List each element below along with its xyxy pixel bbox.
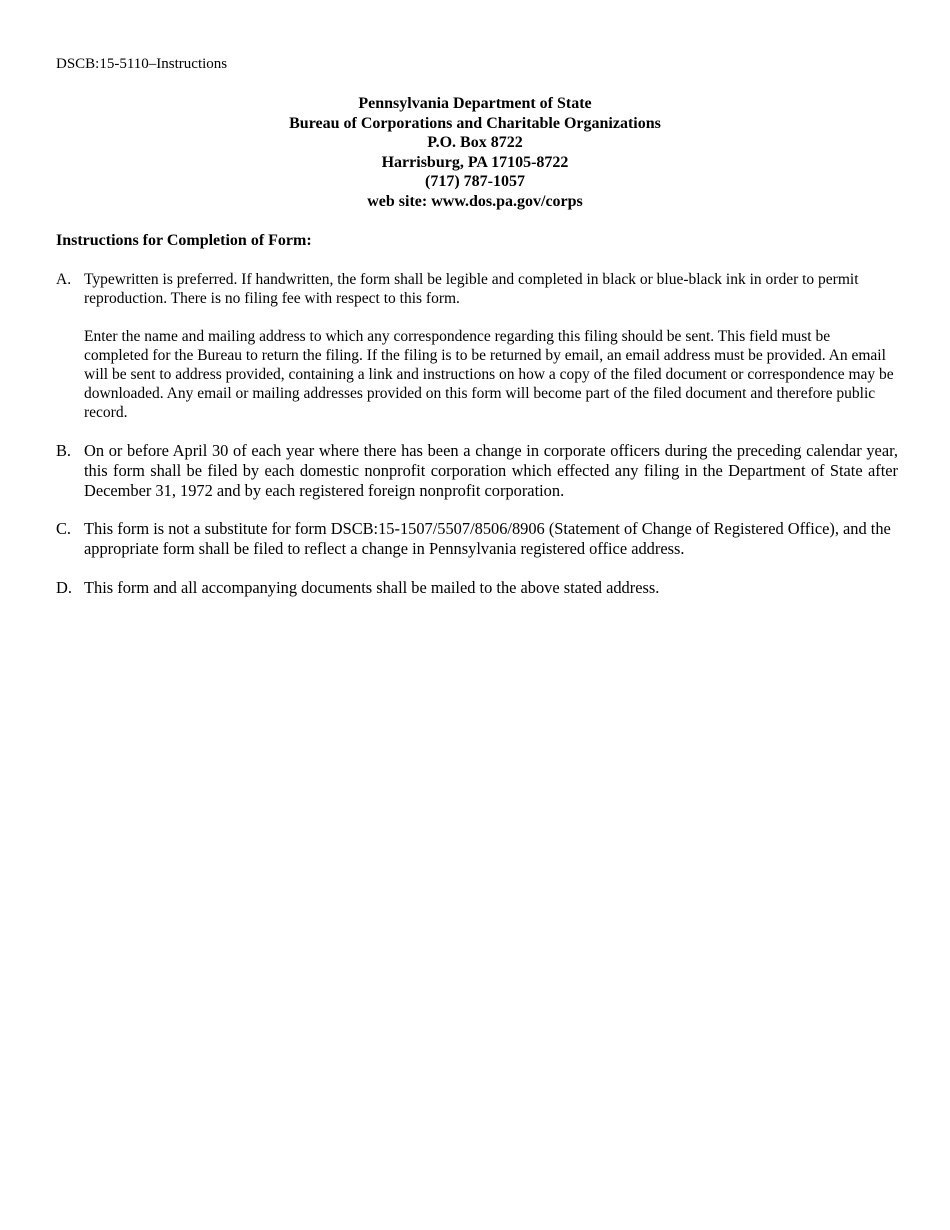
instructions-title: Instructions for Completion of Form:	[56, 232, 312, 249]
item-paragraph: On or before April 30 of each year where there has been a change in corporate officers during the preceding calendar year, this form shall be filed by each domestic nonprofit corporation which effected any filing in the Department of State after December 31, 1972 and by each registered foreign nonprofit corporation.	[84, 441, 898, 500]
instruction-item-a	[56, 270, 898, 422]
instruction-item-d	[56, 578, 898, 598]
item-letter: B.	[56, 441, 72, 460]
form-id: DSCB:15-5110–Instructions	[56, 56, 228, 72]
website: web site: www.dos.pa.gov/corps	[367, 192, 583, 210]
po-box: P.O. Box 8722	[427, 134, 523, 152]
instruction-item-b	[56, 441, 898, 501]
item-paragraph: Enter the name and mailing address to which any correspondence regarding this filing should be sent. This field must be completed for the Bureau to return the filing. If the filing is to be returned by email, an email address must be provided. An email will be sent to address provided, containing a link and instructions on how a copy of the filed document or correspondence may be downloaded. Any email or mailing addresses provided on this form will become part of the filed document and therefore public record.	[84, 328, 894, 421]
item-letter: D.	[56, 578, 72, 597]
instruction-item-c	[56, 519, 898, 559]
department-name: Pennsylvania Department of State	[358, 95, 592, 112]
phone-number: (717) 787-1057	[425, 173, 525, 191]
item-paragraph: Typewritten is preferred. If handwritten, the form shall be legible and completed in black or blue-black ink in order to permit reproduction. There is no filing fee with respect to this form.	[84, 271, 859, 307]
item-letter: A.	[56, 271, 72, 288]
bureau-name: Bureau of Corporations and Charitable Organizations	[289, 114, 661, 132]
item-letter: C.	[56, 519, 72, 538]
item-paragraph: This form and all accompanying documents shall be mailed to the above stated address.	[84, 578, 660, 597]
item-body	[84, 270, 898, 422]
item-paragraph: This form is not a substitute for form DSCB:15-1507/5507/8506/8906 (Statement of Change of Registered Office), and the appropriate form shall be filed to reflect a change in Pennsylvania registered office address.	[84, 519, 891, 558]
agency-header	[0, 94, 950, 212]
city-state-zip: Harrisburg, PA 17105-8722	[381, 153, 569, 171]
